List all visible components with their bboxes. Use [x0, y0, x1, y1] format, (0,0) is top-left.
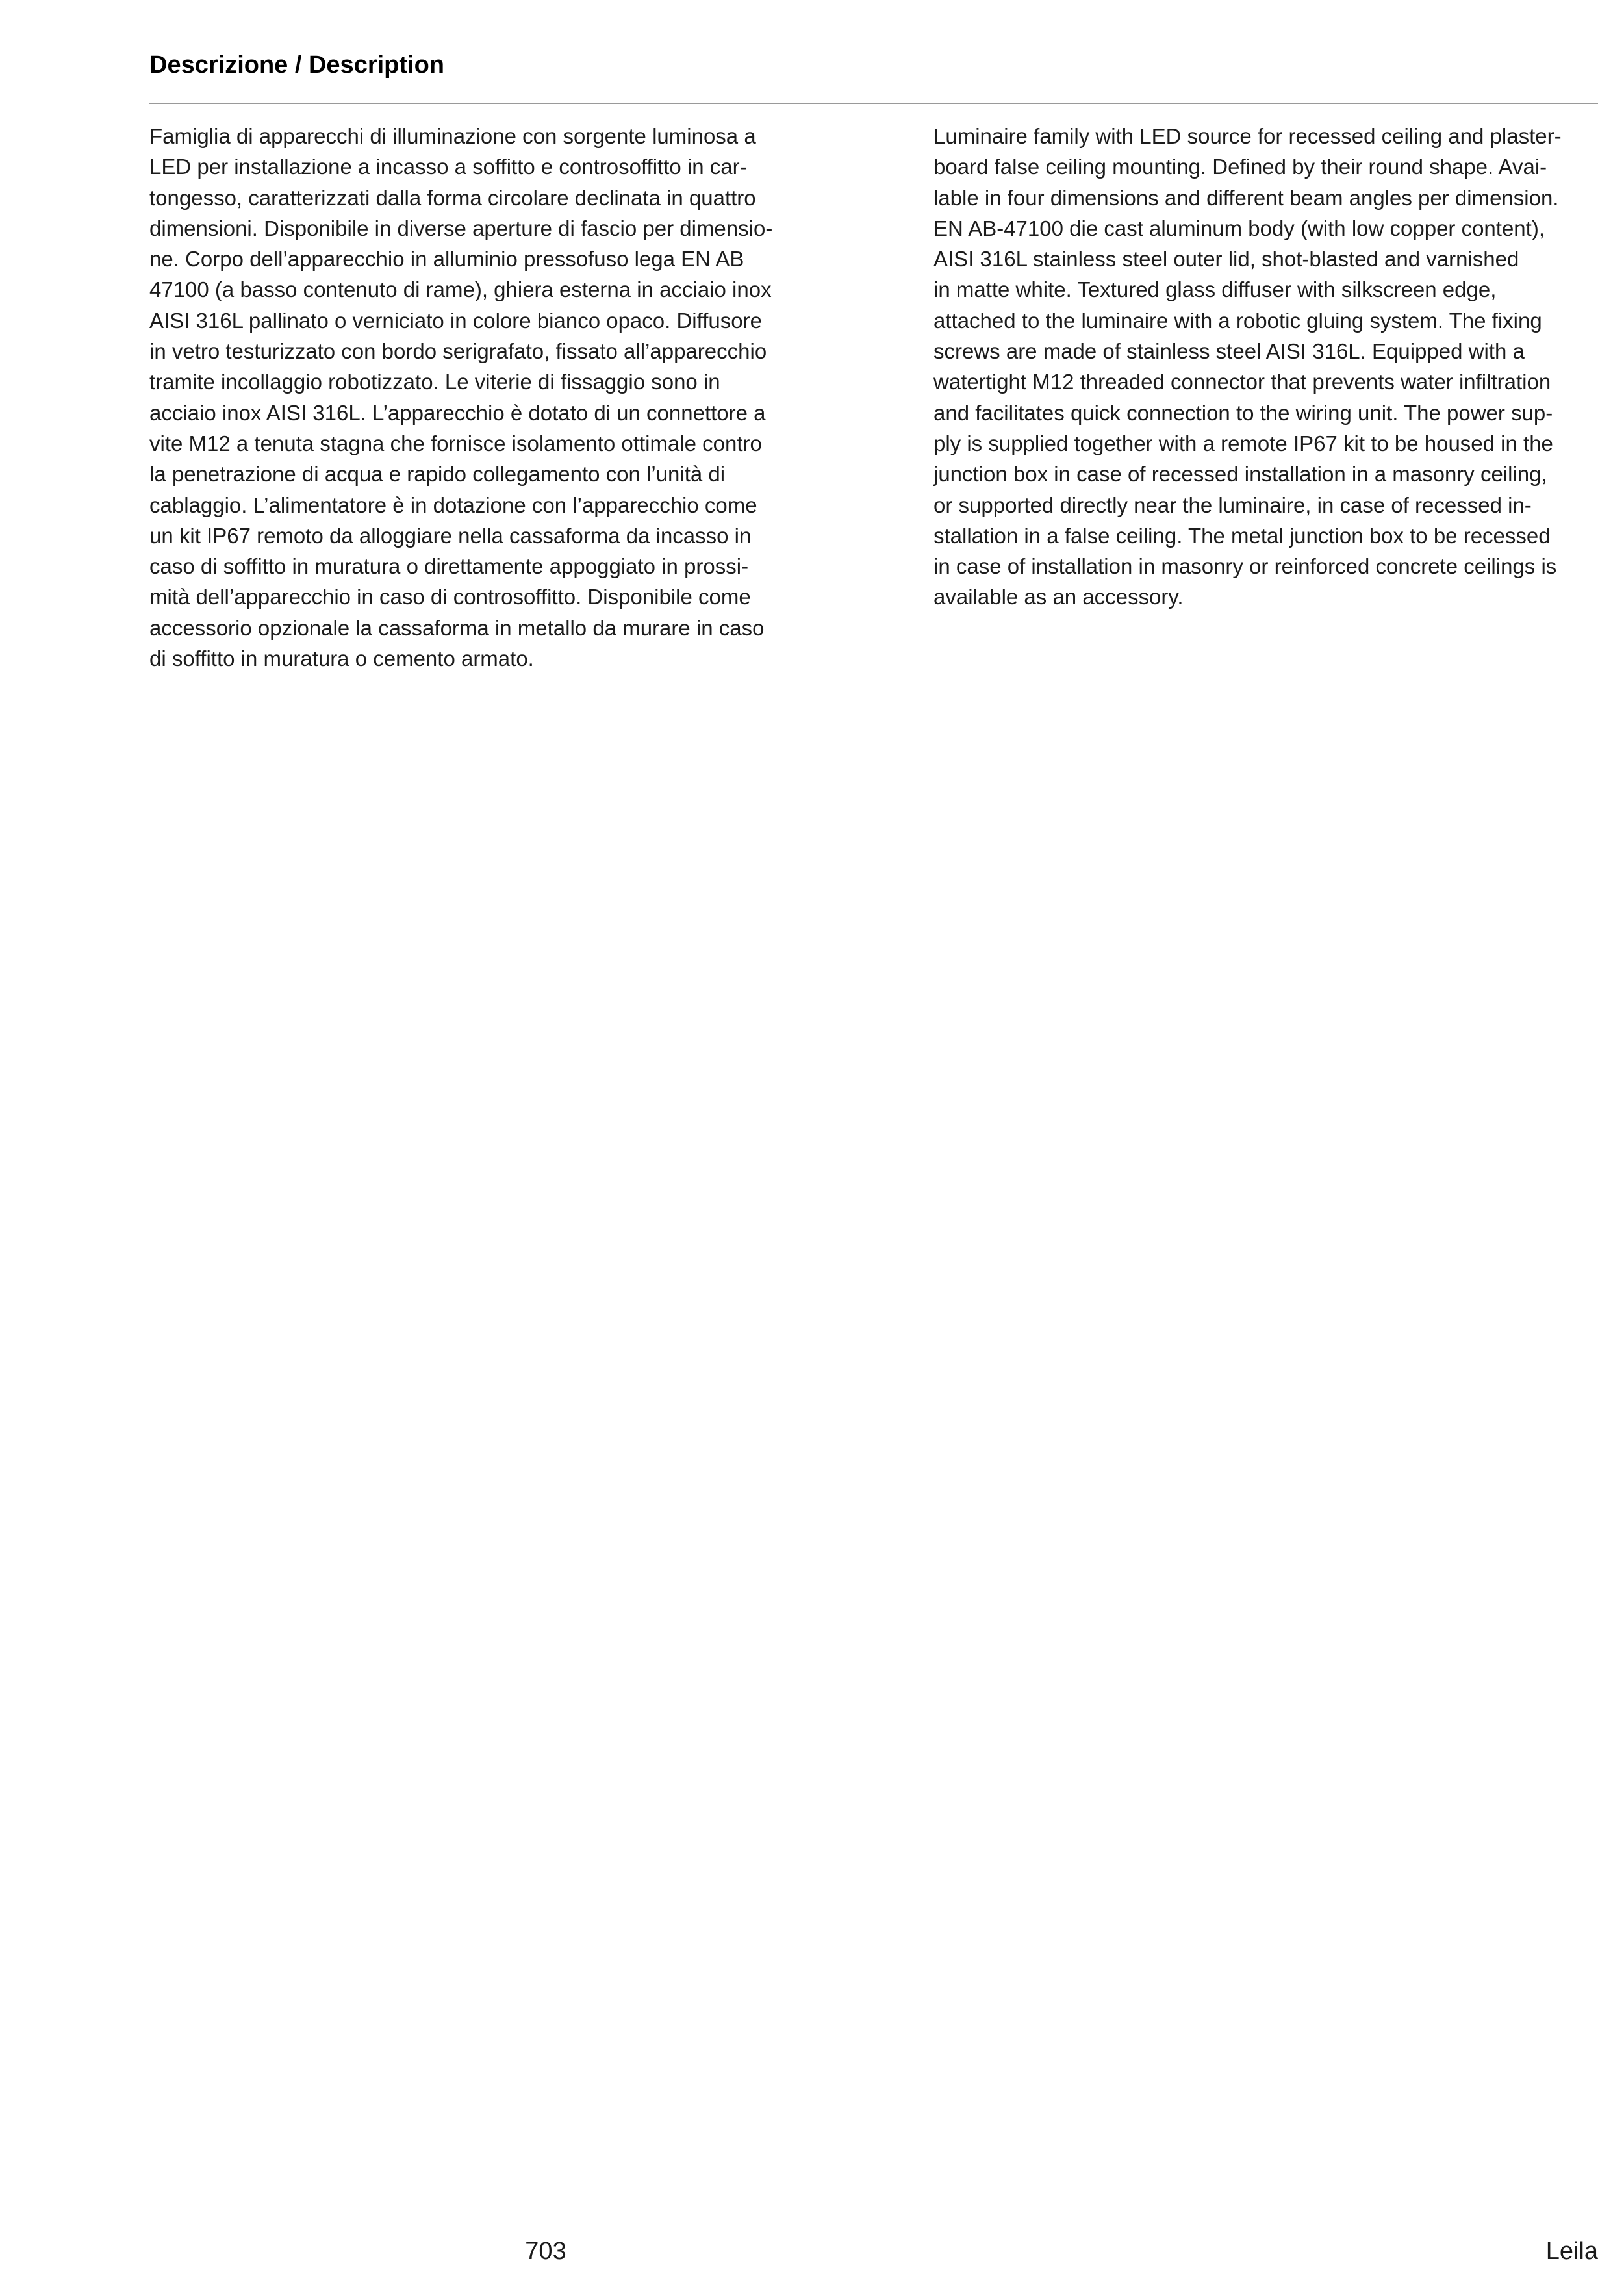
text-line: AISI 316L stainless steel outer lid, shot-blasted and varnished — [933, 247, 1519, 272]
description-english-paragraph — [933, 121, 1590, 613]
text-line: available as an accessory. — [933, 585, 1184, 609]
text-line: in matte white. Textured glass diffuser with silkscreen edge, — [933, 277, 1497, 302]
text-line: screws are made of stainless steel AISI 316L. Equipped with a — [933, 339, 1525, 364]
text-line: ne. Corpo dell’apparecchio in alluminio pressofuso lega EN AB — [149, 247, 744, 272]
text-line: vite M12 a tenuta stagna che fornisce isolamento ottimale contro — [149, 431, 762, 455]
text-line: and facilitates quick connection to the wiring unit. The power sup- — [933, 400, 1553, 425]
text-line: accessorio opzionale la cassaforma in metallo da murare in caso — [149, 615, 765, 640]
text-line: Famiglia di apparecchi di illuminazione con sorgente luminosa a — [149, 124, 756, 148]
page-title: Descrizione / Description — [149, 51, 445, 79]
text-line: in case of installation in masonry or reinforced concrete ceilings is — [933, 554, 1557, 579]
text-line: EN AB-47100 die cast aluminum body (with low copper content), — [933, 216, 1545, 240]
description-italian — [149, 121, 806, 674]
text-line: un kit IP67 remoto da alloggiare nella cassaforma da incasso in — [149, 523, 752, 548]
text-line: di soffitto in muratura o cemento armato. — [149, 646, 534, 671]
description-italian-paragraph — [149, 121, 806, 674]
page-number: 703 — [525, 2238, 566, 2265]
text-line: AISI 316L pallinato o verniciato in colore bianco opaco. Diffusore — [149, 308, 762, 333]
text-line: tongesso, caratterizzati dalla forma circolare declinata in quattro — [149, 185, 756, 210]
text-line: watertight M12 threaded connector that prevents water infiltration — [933, 370, 1551, 394]
text-line: lable in four dimensions and different beam angles per dimension. — [933, 185, 1559, 210]
description-english — [933, 121, 1590, 613]
text-line: stallation in a false ceiling. The metal junction box to be recessed — [933, 523, 1551, 548]
text-line: or supported directly near the luminaire, in case of recessed in- — [933, 492, 1532, 517]
text-line: tramite incollaggio robotizzato. Le viterie di fissaggio sono in — [149, 370, 720, 394]
text-line: Luminaire family with LED source for recessed ceiling and plaster- — [933, 124, 1562, 148]
text-line: board false ceiling mounting. Defined by their round shape. Avai- — [933, 155, 1547, 179]
text-line: mità dell’apparecchio in caso di controsoffitto. Disponibile come — [149, 585, 751, 609]
text-line: ply is supplied together with a remote IP67 kit to be housed in the — [933, 431, 1553, 455]
text-line: LED per installazione a incasso a soffitto e controsoffitto in car- — [149, 155, 747, 179]
product-name: Leila — [1545, 2238, 1598, 2265]
text-line: junction box in case of recessed installation in a masonry ceiling, — [933, 462, 1547, 487]
text-line: cablaggio. L’alimentatore è in dotazione con l’apparecchio come — [149, 492, 757, 517]
text-line: 47100 (a basso contenuto di rame), ghiera esterna in acciaio inox — [149, 277, 772, 302]
text-line: in vetro testurizzato con bordo serigrafato, fissato all’apparecchio — [149, 339, 767, 364]
text-line: attached to the luminaire with a robotic gluing system. The fixing — [933, 308, 1542, 333]
text-line: la penetrazione di acqua e rapido collegamento con l’unità di — [149, 462, 726, 487]
text-line: dimensioni. Disponibile in diverse aperture di fascio per dimensio- — [149, 216, 773, 240]
heading-divider — [149, 103, 1598, 104]
text-line: caso di soffitto in muratura o direttamente appoggiato in prossi- — [149, 554, 749, 579]
text-line: acciaio inox AISI 316L. L’apparecchio è dotato di un connettore a — [149, 400, 766, 425]
